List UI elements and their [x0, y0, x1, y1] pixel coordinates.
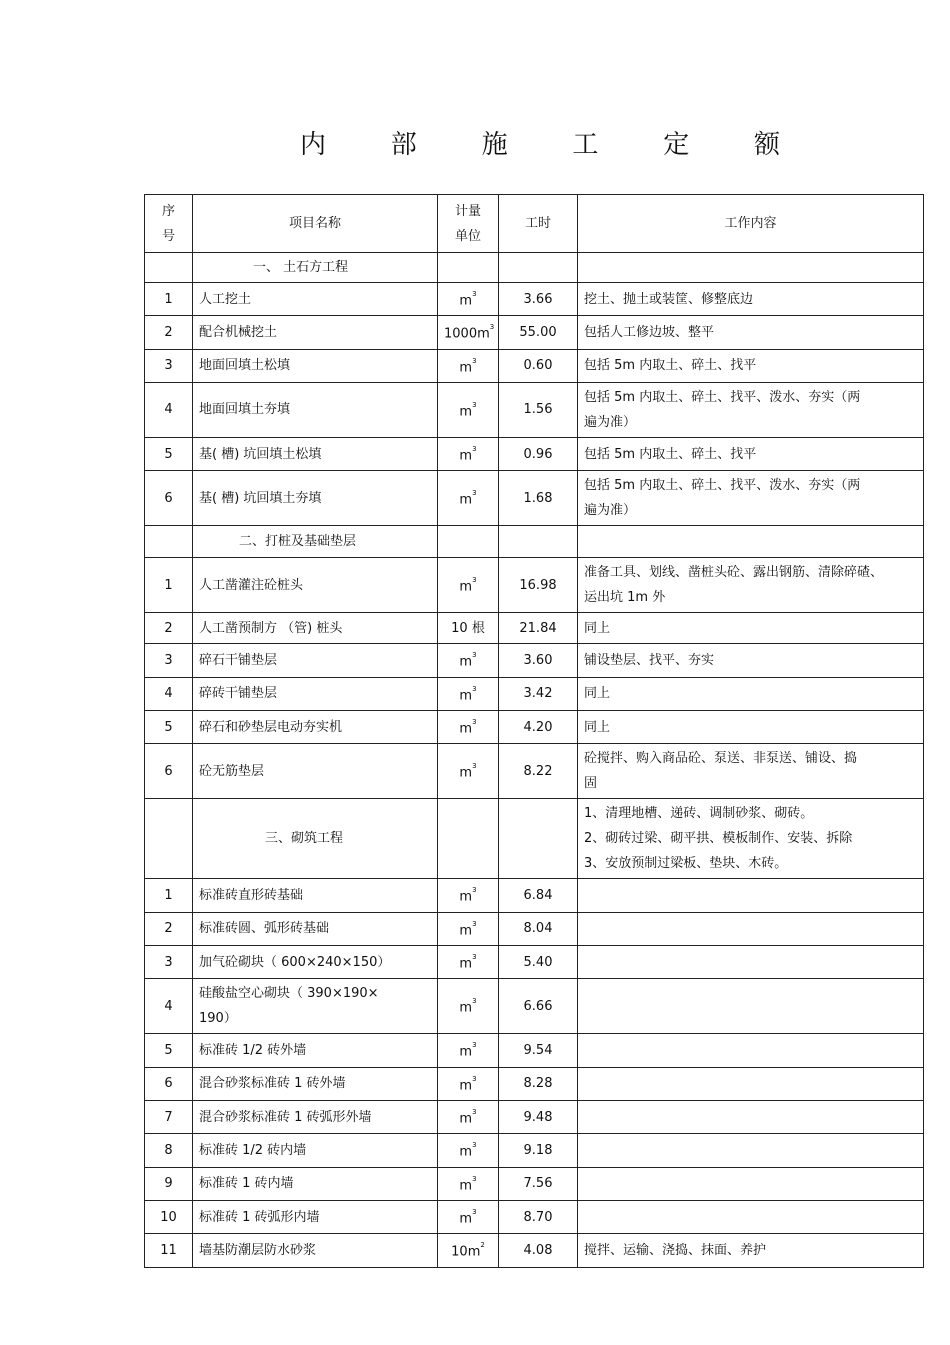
table-row	[145, 437, 924, 470]
header-seq-line: 号	[161, 228, 175, 244]
row-number: 3	[145, 349, 193, 382]
work-content-cell	[578, 710, 924, 743]
title-char: 定	[663, 129, 690, 160]
unit-cell	[438, 437, 499, 470]
unit-cell	[438, 979, 499, 1034]
row-number: 5	[145, 710, 193, 743]
work-hours: 3.42	[499, 677, 578, 710]
work-hours: 6.84	[499, 879, 578, 912]
work-content-line: 运出坑 1m 外	[584, 590, 666, 606]
work-content-cell	[578, 349, 924, 382]
work-content-line: 包括 5m 内取土、碎土、找平、泼水、夯实（两	[584, 389, 861, 405]
item-name: 地面回填土夯填	[193, 382, 438, 437]
unit-exponent: 3	[472, 576, 477, 585]
work-content-line: 搅拌、运输、浇捣、抹面、养护	[584, 1242, 767, 1258]
table-row	[145, 349, 924, 382]
unit-exponent: 3	[472, 1207, 477, 1216]
item-name: 标准砖 1/2 砖外墙	[193, 1034, 438, 1067]
work-content-cell	[578, 558, 924, 613]
unit-cell	[438, 1100, 499, 1133]
item-name: 人工凿灌注砼桩头	[193, 558, 438, 613]
table-row	[145, 710, 924, 743]
header-unit-line: 单位	[454, 228, 481, 244]
unit-cell	[438, 558, 499, 613]
work-content-line: 包括 5m 内取土、碎土、找平	[584, 446, 757, 462]
work-hours: 8.22	[499, 744, 578, 799]
title-char: 工	[572, 129, 599, 160]
row-number: 1	[145, 283, 193, 316]
work-content-cell	[578, 613, 924, 644]
item-name: 标准砖圆、弧形砖基础	[193, 912, 438, 945]
section-hours-cell	[499, 253, 578, 283]
work-content-line: 包括人工修边坡、整平	[584, 324, 715, 340]
item-name: 碎石和砂垫层电动夯实机	[193, 710, 438, 743]
unit-exponent: 3	[489, 323, 495, 332]
unit-text: 10 根	[451, 620, 485, 636]
unit-text: m	[459, 492, 473, 508]
row-number: 2	[145, 316, 193, 349]
unit-cell	[438, 1200, 499, 1233]
section-unit-cell	[438, 799, 499, 879]
unit-text: m	[459, 293, 473, 309]
work-hours: 1.68	[499, 471, 578, 526]
unit-cell	[438, 677, 499, 710]
section-unit-cell	[438, 526, 499, 558]
unit-cell	[438, 1034, 499, 1067]
unit-cell	[438, 471, 499, 526]
item-name: 标准砖 1 砖内墙	[193, 1167, 438, 1200]
section-seq-cell	[145, 253, 193, 283]
unit-text: 1000m	[444, 326, 490, 342]
unit-text: m	[459, 1044, 473, 1060]
work-content-line: 准备工具、划线、凿桩头砼、露出钢筋、清除碎碴、	[584, 565, 884, 581]
title-char: 额	[753, 129, 780, 160]
unit-cell	[438, 1134, 499, 1167]
section-row	[145, 253, 924, 283]
unit-exponent: 2	[480, 1241, 485, 1250]
table-row	[145, 912, 924, 945]
work-hours: 8.04	[499, 912, 578, 945]
unit-text: m	[459, 721, 473, 737]
item-name: 碎砖干铺垫层	[193, 677, 438, 710]
unit-text: m	[459, 956, 473, 972]
item-name: 基( 槽) 坑回填土夯填	[193, 471, 438, 526]
unit-cell	[438, 283, 499, 316]
work-hours: 3.60	[499, 644, 578, 677]
unit-exponent: 3	[472, 1041, 477, 1050]
unit-cell	[438, 879, 499, 912]
table-row	[145, 677, 924, 710]
row-number: 3	[145, 945, 193, 978]
table-row	[145, 382, 924, 437]
unit-exponent: 3	[472, 290, 477, 298]
work-content-line: 砼搅拌、购入商品砼、泵送、非泵送、铺设、捣	[584, 751, 858, 767]
item-name: 基( 槽) 坑回填土松填	[193, 437, 438, 470]
work-hours: 0.96	[499, 437, 578, 470]
work-content-cell	[578, 1200, 924, 1233]
work-hours: 21.84	[499, 613, 578, 644]
section-title: 三、砌筑工程	[193, 799, 438, 879]
unit-exponent: 3	[472, 400, 477, 409]
item-name: 加气砼砌块（ 600×240×150）	[193, 945, 438, 978]
row-number: 9	[145, 1167, 193, 1200]
quota-table	[144, 194, 924, 1268]
row-number: 1	[145, 558, 193, 613]
unit-cell	[438, 349, 499, 382]
section-seq-cell	[145, 799, 193, 879]
work-content-line: 遍为准）	[584, 503, 637, 519]
item-name: 标准砖 1 砖弧形内墙	[193, 1200, 438, 1233]
row-number: 6	[145, 1067, 193, 1100]
table-row	[145, 316, 924, 349]
work-content-cell	[578, 879, 924, 912]
table-row	[145, 1034, 924, 1067]
work-hours: 55.00	[499, 316, 578, 349]
unit-exponent: 3	[472, 717, 477, 726]
table-row	[145, 1167, 924, 1200]
work-content-cell	[578, 644, 924, 677]
table-row	[145, 471, 924, 526]
row-number: 6	[145, 471, 193, 526]
row-number: 2	[145, 613, 193, 644]
row-number: 6	[145, 744, 193, 799]
work-content-cell	[578, 526, 924, 558]
unit-exponent: 3	[472, 1107, 477, 1116]
table-row	[145, 945, 924, 978]
section-title: 一、 土石方工程	[193, 253, 438, 283]
unit-text: m	[459, 404, 473, 420]
work-content-line: 包括 5m 内取土、碎土、找平	[584, 358, 757, 374]
work-content-cell	[578, 316, 924, 349]
header-unit	[438, 195, 499, 253]
work-hours: 9.54	[499, 1034, 578, 1067]
table-row	[145, 1134, 924, 1167]
work-content-cell	[578, 744, 924, 799]
work-hours: 7.56	[499, 1167, 578, 1200]
work-content-cell	[578, 912, 924, 945]
work-content-cell	[578, 1100, 924, 1133]
unit-text: m	[459, 579, 473, 595]
section-title: 二、打桩及基础垫层	[193, 526, 438, 558]
table-row	[145, 1100, 924, 1133]
unit-text: m	[459, 654, 473, 670]
work-content-cell	[578, 945, 924, 978]
work-content-line: 同上	[584, 620, 611, 636]
work-content-cell	[578, 1134, 924, 1167]
unit-text: m	[459, 1000, 473, 1016]
unit-text: m	[459, 1077, 473, 1093]
row-number: 4	[145, 382, 193, 437]
work-hours: 9.48	[499, 1100, 578, 1133]
unit-exponent: 3	[472, 762, 477, 771]
title-char: 施	[481, 129, 508, 160]
unit-exponent: 3	[472, 919, 477, 928]
work-content-line: 铺设垫层、找平、夯实	[584, 652, 715, 668]
row-number: 11	[145, 1234, 193, 1267]
item-name: 配合机械挖土	[193, 316, 438, 349]
unit-text: m	[459, 889, 473, 905]
unit-exponent: 3	[472, 356, 477, 365]
table-row	[145, 558, 924, 613]
unit-cell	[438, 710, 499, 743]
section-row	[145, 799, 924, 879]
unit-text: m	[459, 359, 473, 375]
item-name-line: 190）	[199, 1011, 237, 1027]
work-content-cell	[578, 677, 924, 710]
unit-exponent: 3	[472, 886, 477, 895]
unit-text: 10m	[451, 1244, 481, 1260]
row-number: 5	[145, 437, 193, 470]
header-hours: 工时	[499, 195, 578, 253]
row-number: 7	[145, 1100, 193, 1133]
section-row	[145, 526, 924, 558]
item-name: 标准砖 1/2 砖内墙	[193, 1134, 438, 1167]
unit-exponent: 3	[472, 1074, 477, 1083]
unit-cell	[438, 744, 499, 799]
unit-cell	[438, 1067, 499, 1100]
work-content-cell	[578, 253, 924, 283]
work-content-cell	[578, 471, 924, 526]
work-content-line: 遍为准）	[584, 414, 637, 430]
work-content-cell	[578, 437, 924, 470]
unit-text: m	[459, 765, 473, 781]
work-content-line: 3、安放预制过梁板、垫块、木砖。	[584, 856, 788, 872]
item-name: 地面回填土松填	[193, 349, 438, 382]
row-number: 10	[145, 1200, 193, 1233]
work-hours: 4.20	[499, 710, 578, 743]
unit-exponent: 3	[472, 1174, 477, 1183]
unit-text: m	[459, 1177, 473, 1193]
work-content-line: 同上	[584, 686, 611, 702]
work-content-cell	[578, 283, 924, 316]
item-name: 混合砂浆标准砖 1 砖外墙	[193, 1067, 438, 1100]
work-content-line: 2、砌砖过梁、砌平拱、模板制作、安装、拆除	[584, 831, 853, 847]
row-number: 1	[145, 879, 193, 912]
work-hours: 4.08	[499, 1234, 578, 1267]
row-number: 5	[145, 1034, 193, 1067]
row-number: 4	[145, 677, 193, 710]
table-row	[145, 1200, 924, 1233]
unit-cell	[438, 1167, 499, 1200]
unit-text: m	[459, 687, 473, 703]
work-content-line: 同上	[584, 719, 611, 735]
unit-exponent: 3	[472, 997, 477, 1006]
header-name: 项目名称	[193, 195, 438, 253]
work-content-cell	[578, 1167, 924, 1200]
table-row	[145, 1234, 924, 1267]
header-unit-line: 计量	[454, 203, 481, 219]
work-content-cell	[578, 799, 924, 879]
unit-cell	[438, 613, 499, 644]
item-name: 碎石干铺垫层	[193, 644, 438, 677]
work-hours: 16.98	[499, 558, 578, 613]
work-content-line: 固	[584, 776, 598, 792]
work-content-cell	[578, 1067, 924, 1100]
work-content-cell	[578, 382, 924, 437]
section-hours-cell	[499, 799, 578, 879]
item-name: 标准砖直形砖基础	[193, 879, 438, 912]
work-content-cell	[578, 979, 924, 1034]
work-content-line: 包括 5m 内取土、碎土、找平、泼水、夯实（两	[584, 478, 861, 494]
work-content-line: 挖土、抛土或装筐、修整底边	[584, 291, 754, 307]
unit-exponent: 3	[472, 489, 477, 498]
unit-cell	[438, 644, 499, 677]
unit-cell	[438, 1234, 499, 1267]
unit-cell	[438, 912, 499, 945]
table-row	[145, 979, 924, 1034]
item-name: 人工挖土	[193, 283, 438, 316]
work-hours: 8.28	[499, 1067, 578, 1100]
work-hours: 9.18	[499, 1134, 578, 1167]
section-seq-cell	[145, 526, 193, 558]
row-number: 4	[145, 979, 193, 1034]
work-hours: 5.40	[499, 945, 578, 978]
item-name-line: 硅酸盐空心砌块（ 390×190×	[199, 986, 379, 1002]
section-unit-cell	[438, 253, 499, 283]
table-row	[145, 283, 924, 316]
page-title	[300, 122, 780, 162]
work-hours: 3.66	[499, 283, 578, 316]
work-hours: 1.56	[499, 382, 578, 437]
section-hours-cell	[499, 526, 578, 558]
unit-cell	[438, 945, 499, 978]
item-name: 人工凿预制方 （管) 桩头	[193, 613, 438, 644]
item-name: 墙基防潮层防水砂浆	[193, 1234, 438, 1267]
work-content-line: 1、清理地槽、递砖、调制砂浆、砌砖。	[584, 806, 814, 822]
table-row	[145, 744, 924, 799]
quota-table-body	[145, 195, 924, 1268]
unit-text: m	[459, 1144, 473, 1160]
header-seq-line: 序	[161, 203, 175, 219]
table-row	[145, 1067, 924, 1100]
row-number: 8	[145, 1134, 193, 1167]
work-content-cell	[578, 1234, 924, 1267]
work-hours: 6.66	[499, 979, 578, 1034]
header-seq	[145, 195, 193, 253]
work-hours: 8.70	[499, 1200, 578, 1233]
work-content-cell	[578, 1034, 924, 1067]
unit-cell	[438, 316, 499, 349]
table-header-row	[145, 195, 924, 253]
unit-exponent: 3	[472, 1141, 477, 1150]
row-number: 3	[145, 644, 193, 677]
unit-cell	[438, 382, 499, 437]
work-hours: 0.60	[499, 349, 578, 382]
unit-text: m	[459, 1211, 473, 1227]
item-name	[193, 979, 438, 1034]
table-row	[145, 879, 924, 912]
table-row	[145, 644, 924, 677]
unit-exponent: 3	[472, 651, 477, 660]
unit-exponent: 3	[472, 444, 477, 453]
unit-text: m	[459, 922, 473, 938]
title-char: 内	[300, 129, 327, 160]
unit-text: m	[459, 448, 473, 464]
unit-text: m	[459, 1111, 473, 1127]
unit-exponent: 3	[472, 684, 477, 693]
item-name: 混合砂浆标准砖 1 砖弧形外墙	[193, 1100, 438, 1133]
unit-exponent: 3	[472, 952, 477, 961]
title-char: 部	[390, 129, 417, 160]
table-row	[145, 613, 924, 644]
header-content: 工作内容	[578, 195, 924, 253]
item-name: 砼无筋垫层	[193, 744, 438, 799]
row-number: 2	[145, 912, 193, 945]
